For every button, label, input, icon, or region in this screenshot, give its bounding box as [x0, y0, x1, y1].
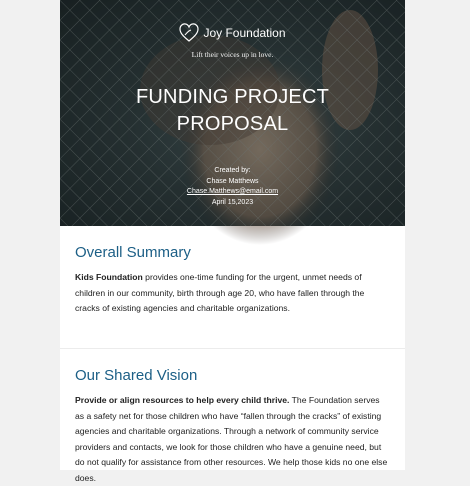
document-title: [60, 84, 405, 138]
overall-summary-text: [75, 270, 390, 317]
cover-hero: [60, 0, 405, 226]
author-meta: [60, 166, 405, 208]
overall-summary-section: [60, 244, 405, 317]
heart-hands-icon: [179, 22, 199, 44]
shared-vision-heading: Our Shared Vision: [75, 367, 198, 384]
section-divider: [60, 348, 405, 349]
title-line-2: PROPOSAL: [176, 113, 289, 135]
created-by-label: Created by:: [214, 167, 251, 174]
shared-vision-text: [75, 393, 390, 486]
title-line-1: FUNDING PROJECT: [136, 86, 329, 108]
document-page: [60, 0, 405, 483]
brand-name: Joy Foundation: [203, 26, 286, 40]
author-name: Chase Matthews: [206, 177, 259, 185]
shared-vision-section: [60, 367, 405, 486]
tagline: Lift their voices up in love.: [191, 50, 274, 59]
overall-summary-body: provides one-time funding for the urgent, unmet needs of children in our community, birth through age 20, who have fallen through the cracks of existing agencies and charitable organizations.: [75, 272, 365, 313]
brand-block: [60, 22, 405, 59]
overall-summary-lead: Kids Foundation: [75, 272, 143, 282]
shared-vision-lead: Provide or align resources to help every child thrive.: [75, 395, 290, 405]
overall-summary-heading: Overall Summary: [75, 244, 191, 261]
author-email[interactable]: Chase.Matthews@email.com: [186, 188, 279, 195]
shared-vision-body: The Foundation serves as a safety net for those children who have “fallen through the cracks” of existing agencies and charitable organizations. Through a network of community service providers and contacts, we look for those children who have a genuine need, but do not qualify for assistance from other resources. We help those kids no one else does.: [75, 395, 388, 483]
document-date: April 15,2023: [211, 198, 254, 206]
